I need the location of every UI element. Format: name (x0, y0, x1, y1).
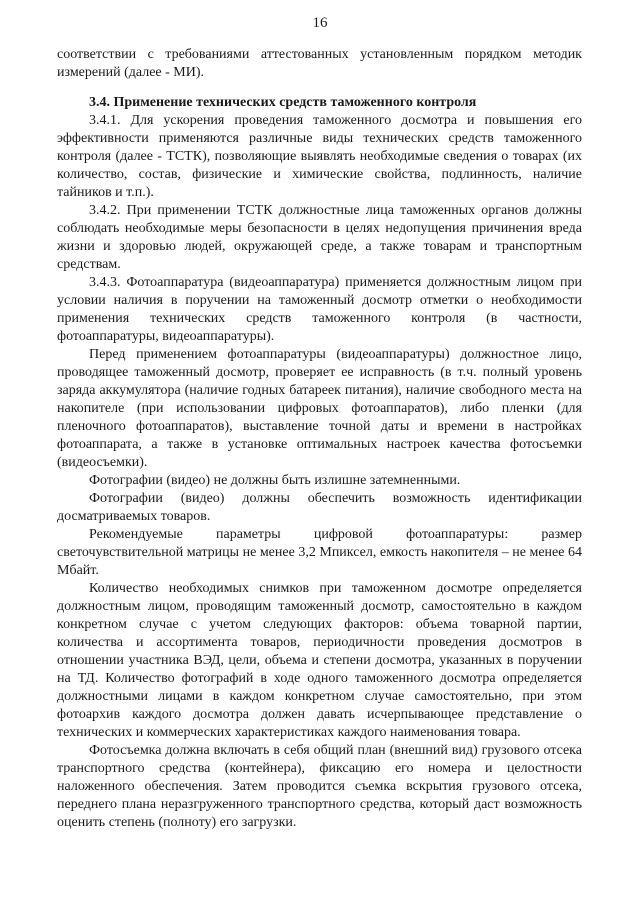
paragraph-3-4-1: 3.4.1. Для ускорения проведения таможенного досмотра и повышения его эффективности применяются различные виды технических средств таможенного контроля (далее - ТСТК), позволяющие выявлять необходимые сведения о товарах (их количество, состав, физические и химические свойства, подлинность, наличие тайников и т.п.). (57, 113, 582, 200)
paragraph-equipment-check: Перед применением фотоаппаратуры (видеоаппаратуры) должностное лицо, проводящее таможенный досмотр, проверяет ее исправность (в т.ч. полный уровень заряда аккумулятора (наличие годных батареек питания), наличие свободного места на накопителе (при использовании цифровых фотоаппаратов), либо пленки (для пленочного фотоаппаратов), выставление точной даты и времени в настройках фотоаппарата, а также в установке оптимальных настроек качества фотосъемки (видеосъемки). (57, 347, 582, 470)
paragraph-photo-identification: Фотографии (видео) должны обеспечить возможность идентификации досматриваемых товаров. (57, 491, 582, 524)
paragraph-3-4-3: 3.4.3. Фотоаппаратура (видеоаппаратура) применяется должностным лицом при условии наличия в поручении на таможенный досмотр отметки о необходимости применения технических средств таможенного контроля (в частности, фотоаппаратуры, видеоаппаратуры). (57, 275, 582, 344)
paragraph-number-of-shots: Количество необходимых снимков при таможенном досмотре определяется должностным лицом, проводящим таможенный досмотр, самостоятельно в каждом конкретном случае с учетом следующих факторов: объема товарной партии, количества и ассортимента товаров, периодичности проведения досмотров в отношении участника ВЭД, цели, объема и степени досмотра, указанных в поручении на ТД. Количество фотографий в ходе одного таможенного досмотра определяется должностными лицами в каждом конкретном случае самостоятельно, при этом фотоархив каждого досмотра должен давать исчерпывающее представление о технических и коммерческих характеристиках каждого наименования товара. (57, 581, 582, 740)
paragraph-photo-darkness: Фотографии (видео) не должны быть излишне затемненными. (89, 473, 461, 488)
page-number: 16 (312, 15, 328, 31)
paragraph-camera-parameters: Рекомендуемые параметры цифровой фотоаппаратуры: размер светочувствительной матрицы не менее 3,2 Мпиксел, емкость накопителя – не менее 64 Мбайт. (57, 527, 582, 578)
section-heading: 3.4. Применение технических средств таможенного контроля (89, 95, 477, 110)
paragraph-3-4-2: 3.4.2. При применении ТСТК должностные лица таможенных органов должны соблюдать необходимые меры безопасности в целях недопущения причинения вреда жизни и здоровью людей, окружающей среде, а также товарам и транспортным средствам. (57, 203, 582, 272)
paragraph-photo-coverage: Фотосъемка должна включать в себя общий план (внешний вид) грузового отсека транспортного средства (контейнера), фиксацию его номера и целостности наложенного обеспечения. Затем проводится съемка вскрытия грузового отсека, переднего плана неразгруженного транспортного средства, который даст возможность оценить степень (полноту) его загрузки. (57, 743, 582, 830)
page-content (57, 46, 582, 832)
paragraph-continuation: соответствии с требованиями аттестованных установленным порядком методик измерений (далее - МИ). (57, 47, 582, 80)
